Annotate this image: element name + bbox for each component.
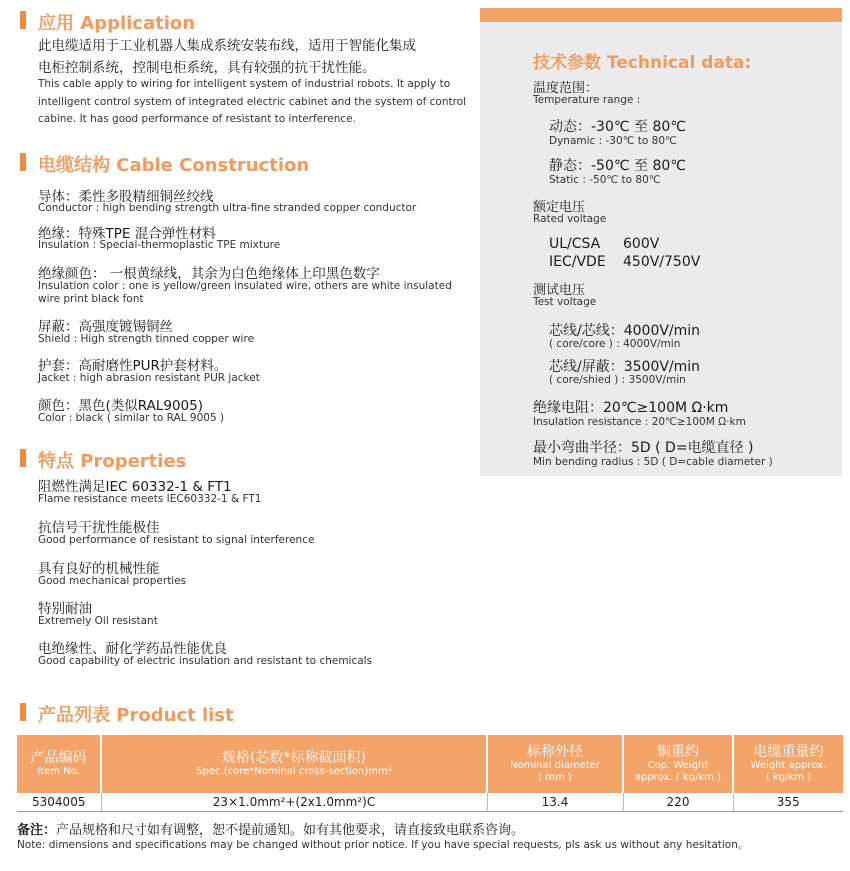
technical-panel-accent-strip (480, 8, 842, 22)
bending-radius-cn: 最小弯曲半径：5D ( D=电缆直径 ) (533, 440, 754, 456)
jacket-cn: 护套：高耐磨性PUR护套材料。 (38, 358, 228, 374)
ul-csa-label: UL/CSA (549, 236, 601, 252)
application-text-en-2: intelligent control system of integrated electric cabinet and the system of control (38, 96, 467, 108)
product-list-title: 产品列表 Product list (38, 705, 234, 726)
conductor-en: Conductor : high bending strength ultra-fine stranded copper conductor (38, 202, 417, 214)
insulation-en: Insulation : Special-thermoplastic TPE mixture (38, 239, 281, 251)
header-cable-weight (733, 735, 843, 793)
property-en-2: Good performance of resistant to signal interference (38, 534, 315, 546)
header-diameter-cn: 标称外径 (527, 744, 583, 760)
insulation-resistance-en: Insulation resistance : 20℃≥100M Ω·km (533, 416, 746, 428)
product-table (17, 735, 843, 812)
header-cable-weight-en: Weight approx. (750, 760, 827, 771)
property-cn-4: 特别耐油 (38, 601, 92, 617)
header-cable-weight-unit: ( kg/km ) (765, 772, 812, 783)
core-core-en: ( core/core ) : 4000V/min (549, 338, 681, 350)
note-en: Note: dimensions and specifications may be changed without prior notice. If you have special requests, pls ask us without any hesitation。 (17, 839, 749, 851)
ul-csa-value: 600V (623, 236, 660, 252)
iec-vde-label: IEC/VDE (549, 254, 606, 270)
header-diameter-en: Nominal diameter (510, 760, 600, 771)
note-text-cn: 产品规格和尺寸如有调整，恕不提前通知。如有其他要求，请直接致电联系咨询。 (56, 823, 525, 838)
header-copper-weight (623, 735, 733, 793)
property-en-1: Flame resistance meets IEC60332-1 & FT1 (38, 493, 262, 505)
temperature-label-en: Temperature range : (533, 94, 641, 106)
header-item-no (17, 735, 101, 793)
color-en: Color : black ( similar to RAL 9005 ) (38, 412, 225, 424)
insulation-cn: 绝缘：特殊TPE 混合弹性材料 (38, 226, 216, 242)
header-diameter (487, 735, 623, 793)
cell-spec: 23×1.0mm²+(2x1.0mm²)C (101, 793, 487, 812)
section-marker (20, 449, 26, 467)
test-voltage-cn: 测试电压 (533, 283, 586, 298)
header-item-no-cn: 产品编码 (30, 750, 87, 766)
rated-voltage-cn: 额定电压 (533, 200, 586, 215)
product-table-header (17, 735, 843, 793)
property-cn-5: 电绝缘性、耐化学药品性能优良 (38, 641, 227, 657)
rated-voltage-en: Rated voltage (533, 213, 607, 225)
header-cable-weight-cn: 电缆重量约 (753, 744, 824, 760)
application-text-cn-1: 此电缆适用于工业机器人集成系统安装布线，适用于智能化集成 (38, 38, 416, 54)
temperature-label-cn: 温度范围： (533, 81, 599, 96)
dynamic-temp-en: Dynamic : -30℃ to 80℃ (549, 135, 677, 147)
cell-copper-weight: 220 (623, 793, 733, 812)
property-cn-2: 抗信号干扰性能极佳 (38, 520, 160, 536)
iec-vde-value: 450V/750V (623, 254, 701, 270)
section-marker (20, 11, 26, 29)
property-en-3: Good mechanical properties (38, 575, 187, 587)
header-item-no-en: Item No. (37, 766, 80, 777)
test-voltage-en: Test voltage (533, 296, 597, 308)
note-cn (17, 819, 524, 838)
application-title: 应用 Application (38, 13, 196, 34)
application-text-en-1: This cable apply to wiring for intelligent system of industrial robots. It apply to (38, 78, 451, 90)
conductor-cn: 导体：柔性多股精细铜丝绞线 (38, 189, 214, 205)
dynamic-temp-cn: 动态：-30℃ 至 80℃ (549, 119, 687, 135)
application-text-cn-2: 电柜控制系统，控制电柜系统，具有较强的抗干扰性能。 (38, 60, 376, 76)
header-copper-weight-en: Cop. Weight (647, 760, 709, 771)
color-cn: 颜色：黑色(类似RAL9005) (38, 398, 203, 414)
header-copper-weight-cn: 铜重约 (657, 744, 699, 760)
cell-diameter: 13.4 (487, 793, 623, 812)
core-core-cn: 芯线/芯线：4000V/min (549, 323, 701, 339)
construction-title: 电缆结构 Cable Construction (38, 155, 310, 176)
cell-cable-weight: 355 (733, 793, 843, 812)
property-en-4: Extremely Oil resistant (38, 615, 158, 627)
cell-item-no: 5304005 (17, 793, 101, 812)
insulation-color-en-2: wire print black font (38, 293, 144, 305)
insulation-color-cn: 绝缘颜色： 一根黄绿线，其余为白色绝缘体上印黑色数字 (38, 266, 380, 282)
header-diameter-unit: ( mm ) (538, 772, 572, 783)
static-temp-en: Static : -50℃ to 80℃ (549, 174, 661, 186)
property-cn-3: 具有良好的机械性能 (38, 561, 160, 577)
property-en-5: Good capability of electric insulation and resistant to chemicals (38, 655, 373, 667)
properties-title: 特点 Properties (38, 451, 187, 472)
shield-cn: 屏蔽：高强度镀锡铜丝 (38, 319, 173, 335)
section-marker (20, 703, 26, 721)
application-text-en-3: cabine. It has good performance of resistant to interference. (38, 113, 356, 125)
bending-radius-en: Min bending radius : 5D ( D=cable diameter ) (533, 456, 773, 468)
static-temp-cn: 静态：-50℃ 至 80℃ (549, 158, 687, 174)
header-spec (101, 735, 487, 793)
core-shield-cn: 芯线/屏蔽：3500V/min (549, 359, 701, 375)
note-label: 备注： (17, 823, 57, 838)
header-spec-cn: 规格(芯数*标称截面积) (222, 750, 366, 766)
table-row (17, 793, 843, 812)
core-shield-en: ( core/shied ) : 3500V/min (549, 374, 686, 386)
jacket-en: Jacket : high abrasion resistant PUR jacket (38, 372, 260, 384)
header-spec-en: Spec.(core*Nominal cross-section)mm² (196, 766, 392, 777)
property-cn-1: 阻燃性满足IEC 60332-1 & FT1 (38, 479, 232, 495)
insulation-resistance-cn: 绝缘电阻：20℃≥100M Ω·km (533, 400, 729, 416)
section-marker (20, 153, 26, 171)
insulation-color-en: Insulation color : one is yellow/green insulated wire, others are white insulated (38, 280, 452, 292)
shield-en: Shield : High strength tinned copper wire (38, 333, 255, 345)
header-copper-weight-unit: approx. ( kg/km ) (634, 772, 721, 783)
technical-title: 技术参数 Technical data: (533, 53, 752, 73)
